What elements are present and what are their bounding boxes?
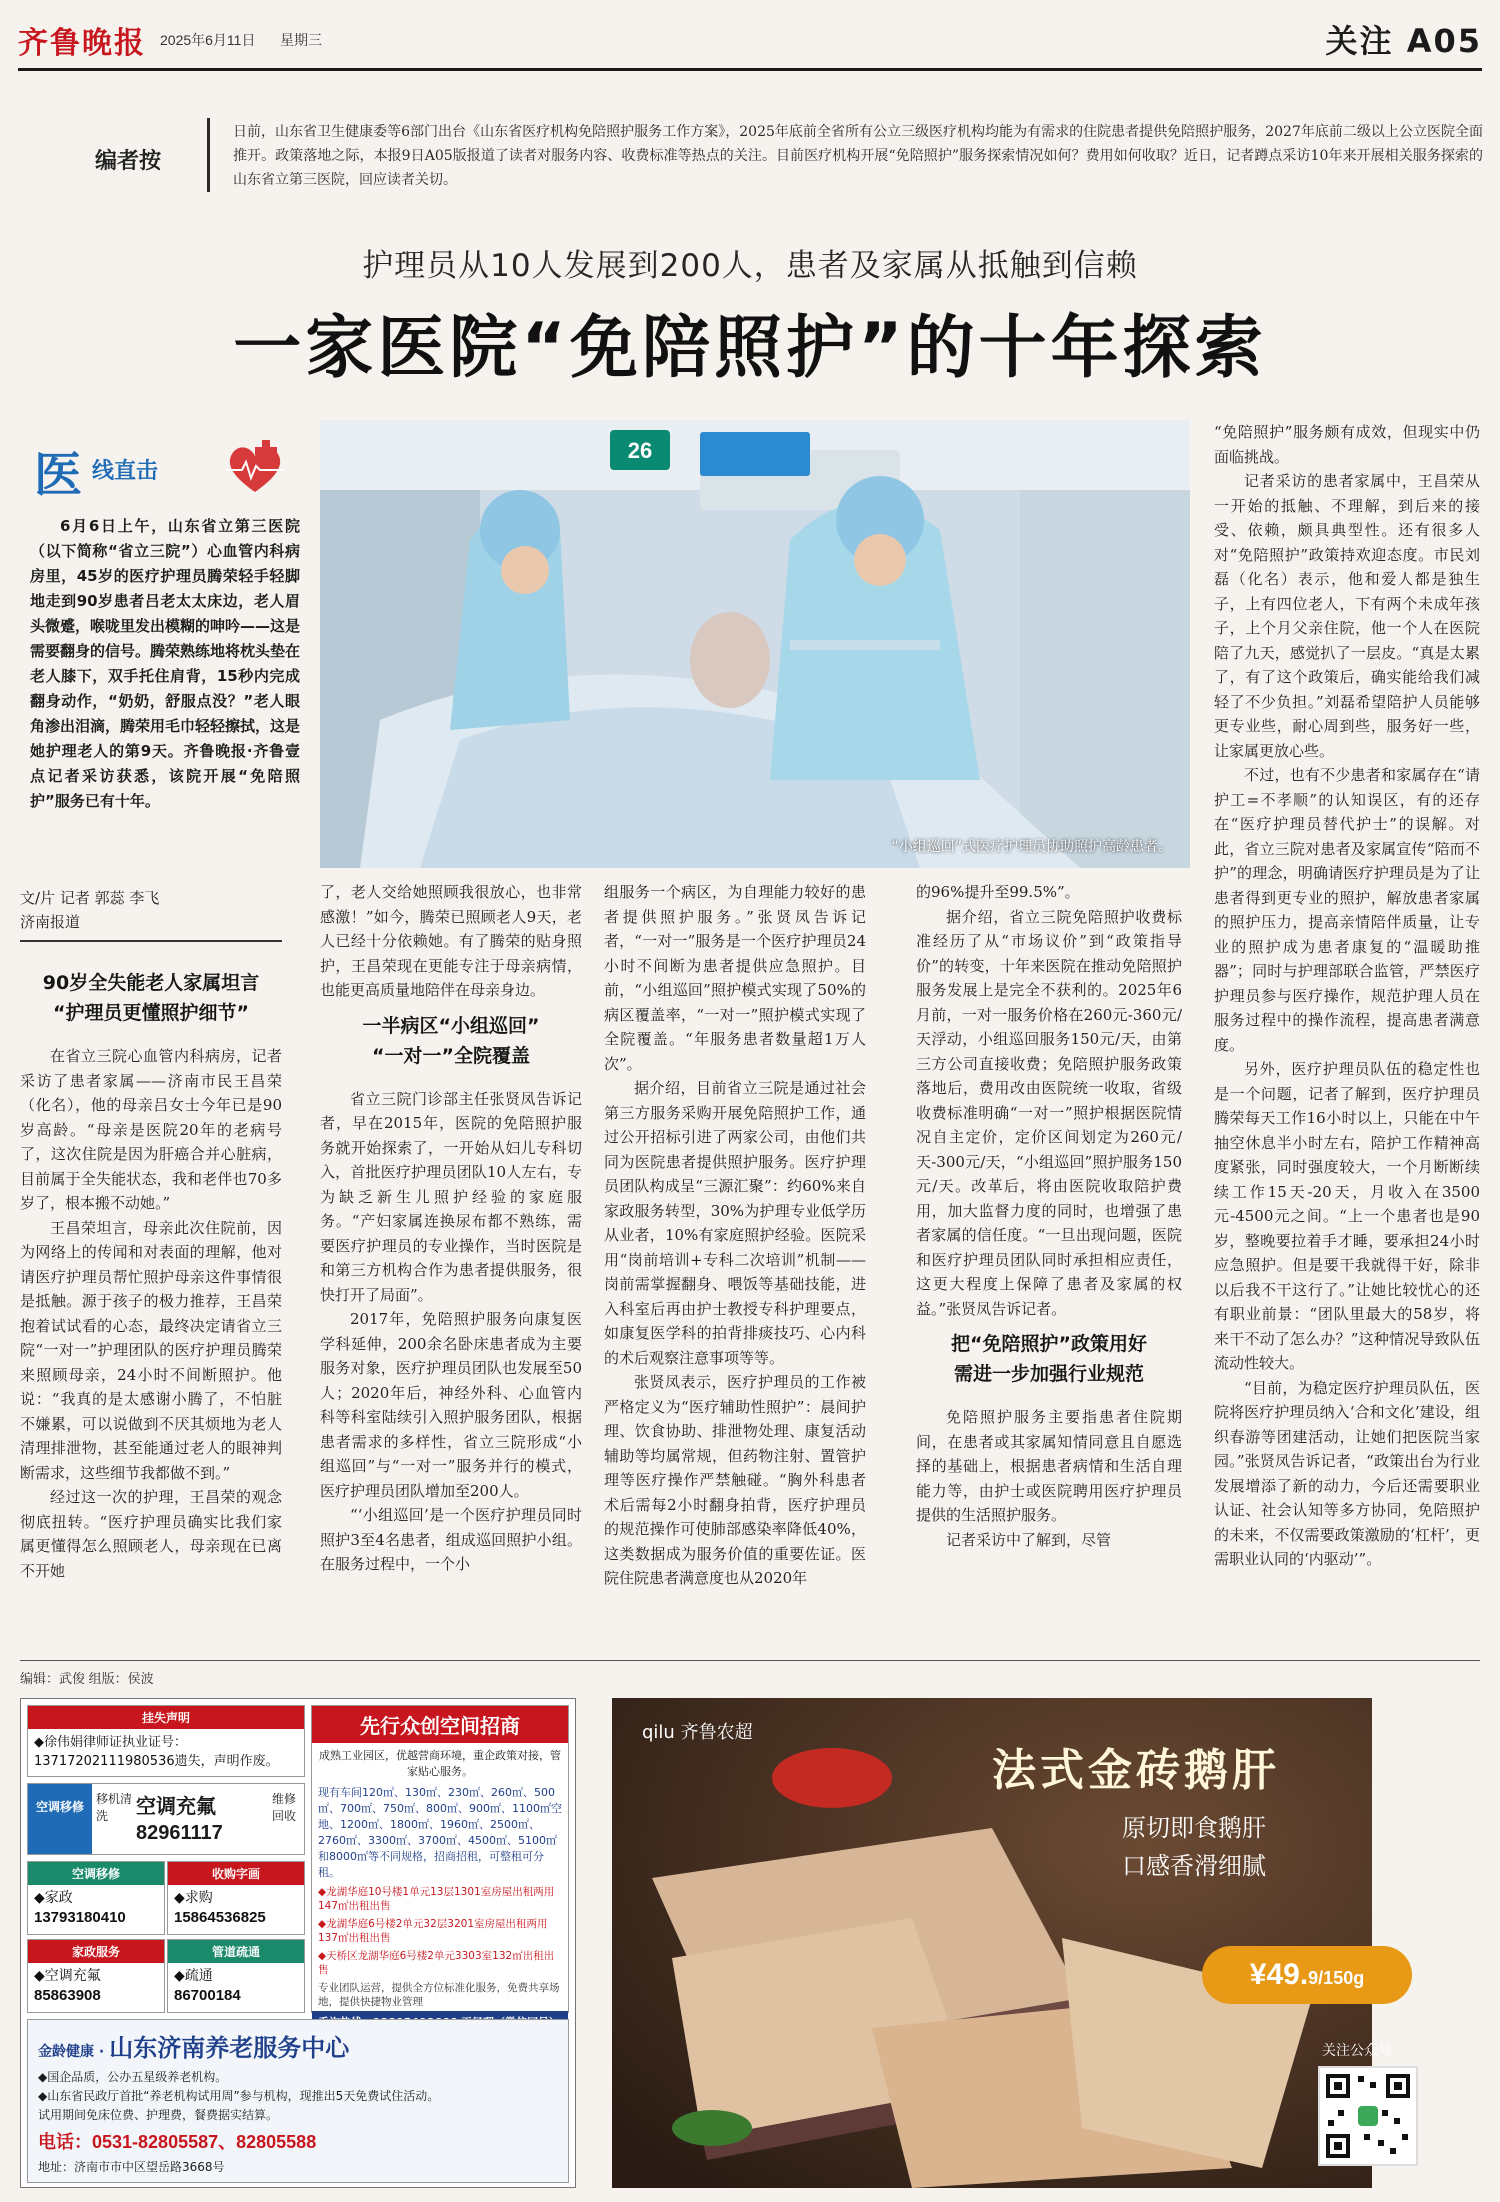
editor-note-bar bbox=[207, 118, 210, 192]
lost-notice-title: 挂失声明 bbox=[28, 1706, 304, 1729]
rental-title: 先行众创空间招商 bbox=[312, 1706, 568, 1743]
paragraph: 的96%提升至99.5%”。 bbox=[916, 883, 1080, 901]
paragraph: 张贤凤表示，医疗护理员的工作被严格定义为“医疗辅助性照护”：晨间护理、饮食协助、排泄物处理、康复活动辅助等均属常规，但药物注射、置管护理等医疗操作严禁触碰。“胸外科患者术后需每2小时翻身拍背，医疗护理员的规范操作可使肺部感染率降低40%，这类数据成为服务价值的重要佐证。医院住院患者满意度也从2020年 bbox=[604, 1373, 866, 1587]
byline-location: 济南报道 bbox=[20, 913, 81, 931]
masthead bbox=[18, 10, 1482, 82]
elder-line: ◆国企品质，公办五星级养老机构。 bbox=[38, 2070, 228, 2084]
elder-prefix: 金龄健康 · bbox=[38, 2044, 105, 2060]
paragraph: 据介绍，目前省立三院是通过社会第三方服务采购开展免陪照护工作，通过公开招标引进了两家公司，由他们共同为医院患者提供照护服务。医疗护理员团队构成呈“三源汇聚”：约60%来自家政服务转型，30%为护理专业低学历从业者，10%有家庭照护经验。医院采用“岗前培训+专科二次培训”机制——岗前需掌握翻身、喂饭等基础技能，进入科室后再由护士教授专科护理要点，如康复医学科的拍背排痰技巧、心内科的术后观察注意事项等等。 bbox=[604, 1079, 866, 1367]
office-rental-ad bbox=[311, 1705, 569, 2013]
badge-char: 医 bbox=[34, 447, 83, 503]
paragraph: “‘小组巡回’是一个医疗护理员同时照护3至4名患者，组成巡回照护小组。在服务过程中，一个小 bbox=[320, 1506, 582, 1573]
classified-tag: 管道疏通 bbox=[168, 1940, 304, 1963]
article-title: 一家医院“免陪照护”的十年探索 bbox=[233, 309, 1267, 388]
lost-notice-text: ◆徐伟娟律师证执业证号：13717202111980536遗失，声明作废。 bbox=[34, 1735, 279, 1769]
news-photo bbox=[320, 420, 1190, 868]
classified-line: ◆空调充氟 bbox=[34, 1968, 101, 1984]
ac-phone: 82961117 bbox=[136, 1822, 223, 1844]
ad-brand-latin: qilu bbox=[642, 1722, 675, 1743]
ad-title: 法式金砖鹅肝 bbox=[992, 1745, 1280, 1796]
elder-title: 山东济南养老服务中心 bbox=[109, 2034, 350, 2062]
lost-notice bbox=[27, 1705, 305, 1777]
ac-name: 空调充氟 bbox=[136, 1794, 216, 1818]
classified-line: ◆求购 bbox=[174, 1890, 213, 1906]
rental-listing: ◆天桥区龙湖华庭6号楼2单元3303室132㎡出租出售 bbox=[318, 1950, 555, 1976]
classified-phone: 85863908 bbox=[34, 1987, 101, 2004]
rental-subtitle: 成熟工业园区，优越营商环境，重企政策对接，管家贴心服务。 bbox=[319, 1749, 561, 1778]
newspaper-logo: 齐鲁晚报 bbox=[18, 26, 146, 61]
editor-note-text: 日前，山东省卫生健康委等6部门出台《山东省医疗机构免陪照护服务工作方案》，2025年底前全省所有公立三级医疗机构均能为有需求的住院患者提供免陪照护服务，2027年底前二级以上公立医院全面推开。政策落地之际，本报9日A05版报道了读者对服务内容、收费标准等热点的关注。目前医疗机构开展“免陪照护”服务探索情况如何？费用如何收取？近日，记者蹲点采访10年来开展相关服务探索的山东省立第三医院，回应读者关切。 bbox=[233, 124, 1483, 188]
classified-tag: 家政服务 bbox=[28, 1940, 164, 1963]
article-column-5 bbox=[1214, 420, 1480, 1650]
ac-tag: 空调移修 bbox=[28, 1784, 92, 1854]
paragraph: 免陪照护服务主要指患者住院期间，在患者或其家属知情同意且自愿选择的基础上，根据患者病情和生活自理能力等，由护士或医院聘用医疗护理员提供的生活照护服务。 bbox=[916, 1408, 1182, 1524]
paragraph: 不过，也有不少患者和家属存在“请护工=不孝顺”的认知误区，有的还存在“医疗护理员替代护士”的误解。对此，省立三院对患者及家属宣传“陪而不护”的理念，明确请医疗护理员是为了让患者得到更专业的照护，解放患者家属的照护压力，提高亲情陪伴质量，让专业的照护成为患者康复的“温暖助推器”；同时与护理部联合监管，严禁医疗护理员参与医疗操作，规范护理人员在服务过程中的操作流程，提高患者满意度。 bbox=[1214, 766, 1480, 1054]
badge-text: 线直击 bbox=[92, 459, 159, 484]
ad-price-tag bbox=[1202, 1946, 1412, 2004]
elder-address: 地址：济南市市中区望岳路3668号 bbox=[38, 2160, 225, 2174]
paragraph: 记者采访的患者家属中，王昌荣从一开始的抵触、不理解，到后来的接受、依赖，颇具典型性。还有很多人对“免陪照护”政策持欢迎态度。市民刘磊（化名）表示，他和爱人都是独生子，上有四位老人，下有两个未成年孩子，上个月父亲住院，他一个人在医院陪了九天，感觉扒了一层皮。“真是太累了，有了这个政策后，确实能给我们减轻了不少负担。”刘磊希望陪护人员能够更专业些，耐心周到些，服务好一些，让家属更放心些。 bbox=[1214, 472, 1480, 760]
section-heading-2: 一半病区“小组巡回” “一对一”全院覆盖 bbox=[362, 1014, 540, 1067]
section-heading-1: 90岁全失能老人家属坦言 “护理员更懂照护细节” bbox=[42, 972, 260, 1024]
article-column-2 bbox=[320, 880, 582, 1650]
qr-code-icon bbox=[1320, 2068, 1416, 2164]
editor-credits: 编辑：武俊 组版：侯波 bbox=[20, 1671, 154, 1686]
paragraph: 记者采访中了解到，尽管 bbox=[946, 1530, 1112, 1549]
classified-phone: 86700184 bbox=[174, 1987, 241, 2004]
classified-phone: 15864536825 bbox=[174, 1909, 266, 1926]
paragraph: 了，老人交给她照顾我很放心，也非常感激！”如今，腾荣已照顾老人9天，老人已经十分依赖她。有了腾荣的贴身照护，王昌荣现在更能专注于母亲病情，也能更高质量地陪伴在母亲身边。 bbox=[320, 883, 582, 999]
section-heading-3: 把“免陪照护”政策用好 需进一步加强行业规范 bbox=[951, 1333, 1147, 1385]
paragraph: 在省立三院心血管内科病房，记者采访了患者家属——济南市民王昌荣（化名），他的母亲吕女士今年已是90岁高龄。“母亲是医院20年的老病号了，这次住院是因为肝癌合并心脏病，目前属于全失能状态，我和老伴也70多岁了，根本搬不动她。” bbox=[20, 1047, 282, 1212]
masthead-rule bbox=[18, 68, 1482, 71]
classified-tag: 空调移修 bbox=[28, 1862, 164, 1885]
elder-phone: 电话：0531-82805587、82805588 bbox=[38, 2132, 317, 2152]
bed-number: 26 bbox=[627, 438, 653, 463]
photo-caption: “小组巡回”式医疗护理员协助照护高龄患者。 bbox=[891, 839, 1172, 855]
qr-code[interactable] bbox=[1318, 2066, 1418, 2166]
footer-rule bbox=[20, 1660, 1480, 1661]
ad-subtitle: 原切即食鹅肝 bbox=[1122, 1814, 1266, 1842]
issue-weekday: 星期三 bbox=[280, 32, 322, 48]
ad-subtitle: 口感香滑细腻 bbox=[1122, 1852, 1266, 1880]
rental-sizes: 现有车间120㎡、130㎡、230㎡、260㎡、500㎡、700㎡、750㎡、800㎡、900㎡、1100㎡空地、1200㎡、1800㎡、1960㎡、2500㎡、2760㎡、3300㎡、3700㎡、4500㎡、5100㎡和8000㎡等不同规格，招商招租，可整租可分租。 bbox=[318, 1786, 562, 1879]
rental-listing: ◆龙湖华庭6号楼2单元32层3201室房屋出租两用137㎡出租出售 bbox=[318, 1918, 548, 1944]
byline bbox=[20, 886, 280, 934]
paragraph: “目前，为稳定医疗护理员队伍，医院将医疗护理员纳入‘合和文化’建设，组织春游等团建活动，让她们把医院当家园。”张贤凤告诉记者，“政策出台为行业发展增添了新的动力，今后还需要职业认证、社会认知等多方协同，免陪照护的未来，不仅需要政策激励的‘杠杆’，更需职业认同的‘内驱动’”。 bbox=[1214, 1378, 1480, 1568]
classified-box bbox=[27, 1861, 165, 1935]
ad-price-unit: 9/150g bbox=[1308, 1968, 1365, 1988]
lead-paragraph: 6月6日上午，山东省立第三医院（以下简称“省立三院”）心血管内科病房里，45岁的医疗护理员腾荣轻手轻脚地走到90岁患者吕老太太床边，老人眉头微蹙，喉咙里发出模糊的呻吟——这是需要翻身的信号。腾荣熟练地将枕头垫在老人膝下，双手托住肩背，15秒内完成翻身动作，“奶奶，舒服点没？”老人眼角渗出泪滴，腾荣用毛巾轻轻擦拭，这是她护理老人的第9天。齐鲁晚报·齐鲁壹点记者采访获悉，该院开展“免陪照护”服务已有十年。 bbox=[30, 517, 301, 810]
paragraph: 另外，医疗护理员队伍的稳定性也是一个问题，记者了解到，医疗护理员腾荣每天工作16小时以上，只能在中午抽空休息半小时左右，陪护工作精神高度紧张，同时强度较大，一个月断断续续工作15天-20天，月收入在3500元-4500元之间。“上一个患者也是90岁，整晚要拉着手才睡，要承担24小时应急照护。但是要干我就得干好，除非以后我不干这行了。”让她比较忧心的还有职业前景：“团队里最大的58岁，将来干不动了怎么办？”这种情况导致队伍流动性较大。 bbox=[1214, 1060, 1480, 1372]
classified-box bbox=[167, 1939, 305, 2013]
byline-rule bbox=[20, 940, 282, 942]
ad-brand bbox=[642, 1718, 753, 1744]
ad-price-main: ¥49. bbox=[1249, 1958, 1309, 1991]
editor-note bbox=[95, 118, 1483, 198]
classified-ads bbox=[20, 1698, 576, 2188]
article-subtitle: 护理员从10人发展到200人，患者及家属从抵触到信赖 bbox=[362, 248, 1138, 284]
ac-side: 移机清洗 bbox=[96, 1792, 133, 1823]
classified-line: ◆疏通 bbox=[174, 1968, 213, 1984]
article-column-4 bbox=[916, 880, 1182, 1650]
column-badge bbox=[34, 436, 274, 508]
elderly-care-ad bbox=[27, 2019, 569, 2183]
paragraph: 组服务一个病区，为自理能力较好的患者提供照护服务。”张贤凤告诉记者，“一对一”服务是一个医疗护理员24小时不间断为患者提供应急照护。目前，“小组巡回”照护模式实现了50%的病区覆盖率，“一对一”照护模式实现了全院覆盖。“年服务患者数量超1万人次”。 bbox=[604, 883, 866, 1073]
classified-box bbox=[167, 1861, 305, 1935]
issue-date: 2025年6月11日 bbox=[160, 32, 256, 48]
paragraph: 王昌荣坦言，母亲此次住院前，因为网络上的传闻和对表面的理解，他对请医疗护理员帮忙照护母亲这件事情很是抵触。源于孩子的极力推荐，王昌荣抱着试试看的心态，最终决定请省立三院“一对一”护理团队的医疗护理员腾荣来照顾母亲，24小时不间断照护。他说：“我真的是太感谢小腾了，不怕脏不嫌累，可以说做到不厌其烦地为老人清理排泄物，甚至能通过老人的眼神判断需求，这些细节我都做不到。” bbox=[20, 1218, 282, 1482]
paragraph: 据介绍，省立三院免陪照护收费标准经历了从“市场议价”到“政策指导价”的转变，十年来医院在推动免陪照护服务发展上是完全不获利的。2025年6月前，一对一服务价格在260元-360元/天浮动，小组巡回服务150元/天，由第三方公司直接收费；免陪照护服务政策落地后，费用改由医院统一收取，省级收费标准明确“一对一”照护根据医院情况自主定价，定价区间划定为260元/天-300元/天，“小组巡回”照护服务150元/天。改革后，将由医院收取陪护费用，加大监督力度的同时，也增强了患者家属的信任度。“一旦出现问题，医院和医疗护理员团队同时承担相应责任，这更大程度上保障了患者及家属的权益。”张贤凤告诉记者。 bbox=[916, 907, 1182, 1318]
elder-line: 试用期间免床位费、护理费，餐费据实结算。 bbox=[38, 2108, 279, 2122]
classified-line: ◆家政 bbox=[34, 1890, 73, 1906]
paragraph: 经过这一次的护理，王昌荣的观念彻底扭转。“医疗护理员确实比我们家属更懂得怎么照顾老人，母亲现在已离不开她 bbox=[20, 1488, 282, 1580]
qr-label: 关注公众号 bbox=[1322, 2043, 1392, 2059]
ac-service-ad bbox=[27, 1783, 305, 1855]
byline-authors: 文/片 记者 郭蕊 李飞 bbox=[20, 889, 160, 907]
hospital-scene-illustration bbox=[320, 420, 1190, 868]
page-section: 关注 A05 bbox=[1325, 22, 1482, 60]
article-column-3 bbox=[604, 880, 866, 1650]
article-column-1 bbox=[20, 960, 282, 1650]
ac-right: 维修回收 bbox=[272, 1792, 297, 1823]
paragraph: 2017年，免陪照护服务向康复医学科延伸，200余名卧床患者成为主要服务对象，医疗护理员团队也发展至50人；2020年后，神经外科、心血管内科等科室陆续引入照护服务团队，根据患者需求的多样性，省立三院形成“小组巡回”与“一对一”服务并行的模式，医疗护理员团队增加至200人。 bbox=[320, 1310, 582, 1500]
article-lead bbox=[30, 514, 300, 814]
classified-tag: 收购字画 bbox=[168, 1862, 304, 1885]
rental-listing: ◆龙湖华庭10号楼1单元13层1301室房屋出租两用147㎡出租出售 bbox=[318, 1886, 555, 1912]
editor-note-label: 编者按 bbox=[95, 149, 162, 174]
classified-box bbox=[27, 1939, 165, 2013]
elder-line: ◆山东省民政厅首批“养老机构试用周”参与机构，现推出5天免费试住活动。 bbox=[38, 2089, 440, 2103]
ad-brand-name: 齐鲁农超 bbox=[680, 1722, 753, 1743]
paragraph: 省立三院门诊部主任张贤凤告诉记者，早在2015年，医院的免陪照护服务就开始探索了，一开始从妇儿专科切入，首批医疗护理员团队10人左右，专为缺乏新生儿照护经验的家庭服务。“产妇家属连换尿布都不熟练，需要医疗护理员的专业操作，当时医院是和第三方机构合作为患者提供服务，很快打开了局面”。 bbox=[320, 1089, 582, 1304]
classified-phone: 13793180410 bbox=[34, 1909, 126, 1926]
foie-gras-ad bbox=[612, 1698, 1372, 2188]
heart-cross-icon bbox=[224, 438, 286, 498]
paragraph: “免陪照护”服务颇有成效，但现实中仍面临挑战。 bbox=[1214, 423, 1480, 466]
rental-note: 专业团队运营，提供全方位标准化服务，免费共享场地，提供快捷物业管理 bbox=[318, 1982, 560, 2008]
